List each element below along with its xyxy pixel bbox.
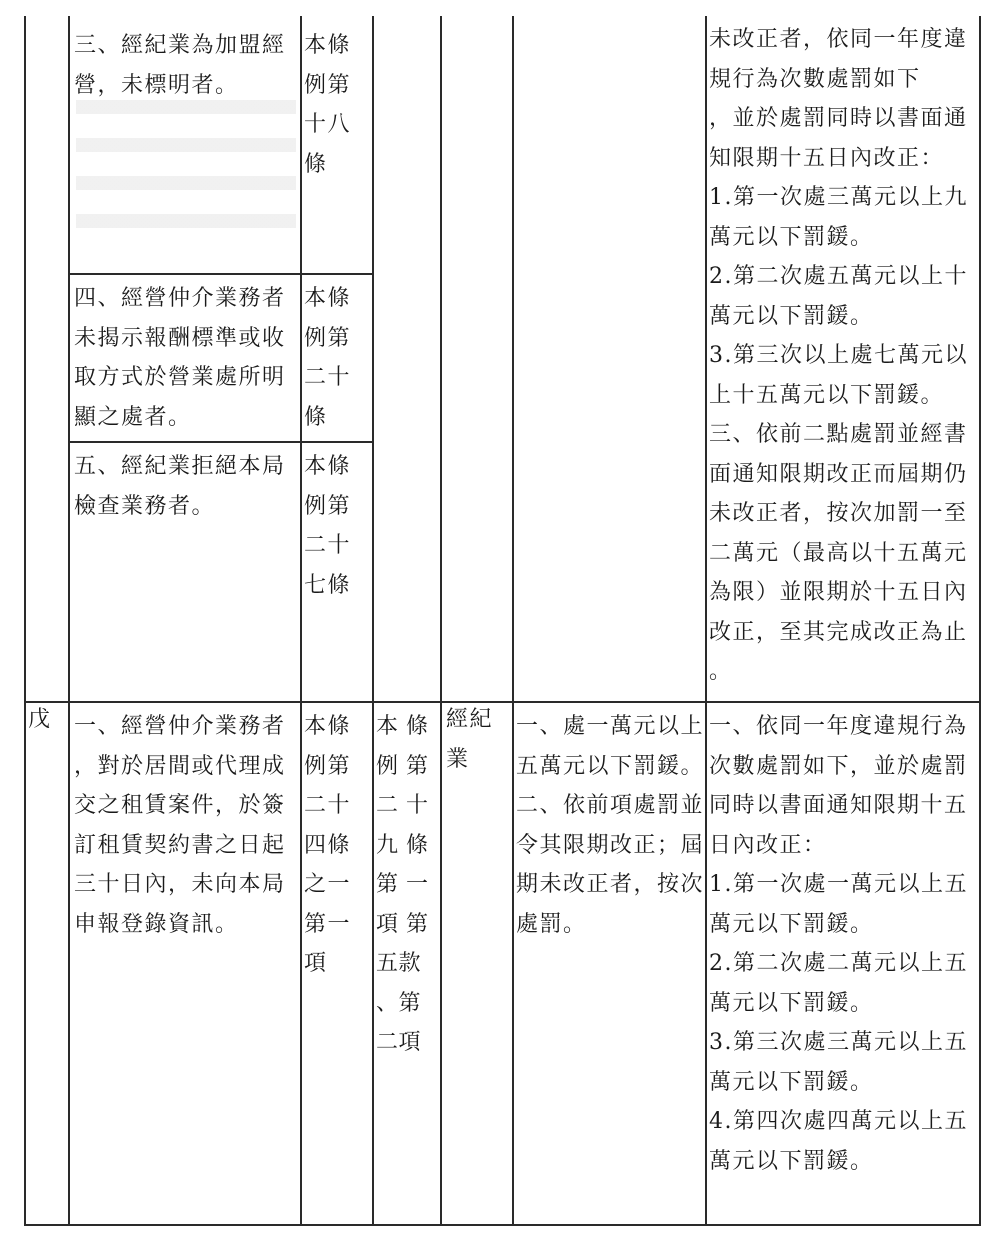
article-row2: 本條 例第 二十 四條 之一 第一 項 [304, 714, 352, 976]
table-border-bottom [24, 1224, 981, 1226]
column-divider-5 [512, 16, 514, 1226]
column-divider-4 [440, 16, 442, 1226]
category-label: 戊 [28, 707, 52, 732]
statutory-penalty-row2: 一、處一萬元以上五萬元以下罰鍰。 二、依前項處罰並令其限期改正；屆期未改正者，按次處罰。 [516, 714, 705, 937]
violation-item-4: 四、經營仲介業務者未揭示報酬標準或收取方式於營業處所明顯之處者。 [74, 286, 286, 430]
violation-item-3: 三、經紀業為加盟經營，未標明者。 [74, 33, 286, 98]
column-divider-6 [705, 16, 707, 1226]
row-divider-item3 [68, 273, 372, 275]
penalty-standard-row2: 一、依同一年度違規行為次數處罰如下，並於處罰同時以書面通知限期十五日內改正： 1.第一次處一萬元以上五萬元以下罰鍰。 2.第二次處二萬元以上五萬元以下罰鍰。 3.第三次處三萬元以上五萬元以下罰鍰。 4.第四次處四萬元以上五萬元以下罰鍰。 [709, 714, 968, 1174]
column-divider-2 [300, 16, 302, 1226]
article-item-4: 本條 例第 二十 條 [304, 286, 352, 430]
column-divider-1 [68, 16, 70, 1226]
target-row2: 經紀 業 [446, 707, 494, 772]
violation-item-5: 五、經紀業拒絕本局檢查業務者。 [74, 454, 286, 519]
column-divider-3 [372, 16, 374, 1226]
row-divider-item4 [68, 441, 372, 443]
violation-row2: 一、經營仲介業務者 ，對於居間或代理成交之租賃案件，於簽訂租賃契約書之日起三十日內，未向本局申報登錄資訊。 [74, 714, 286, 937]
penalty-standard-row1: 未改正者，依同一年度違規行為次數處罰如下 ，並於處罰同時以書面通知限期十五日內改正： 1.第一次處三萬元以上九萬元以下罰鍰。 2.第二次處五萬元以上十萬元以下罰鍰。 3.第三次以上處七萬元以上十五萬元以下罰鍰。 三、依前二點處罰並經書面通知限期改正而屆期仍未改正者，按次加罰一至二萬元（最高以十五萬元為限）並限期於十五日內改正，至其完成改正為止 。 [709, 27, 968, 684]
scan-bleedthrough [76, 100, 296, 240]
table-border-right [979, 16, 981, 1226]
article-item-3: 本條 例第 十八 條 [304, 33, 352, 177]
table-border-left [24, 16, 26, 1226]
penalty-basis-row2: 本 條 例 第 二 十 九 條 第 一 項 第 五款 、第 二項 [376, 714, 429, 1055]
article-item-5: 本條 例第 二十 七條 [304, 454, 352, 598]
